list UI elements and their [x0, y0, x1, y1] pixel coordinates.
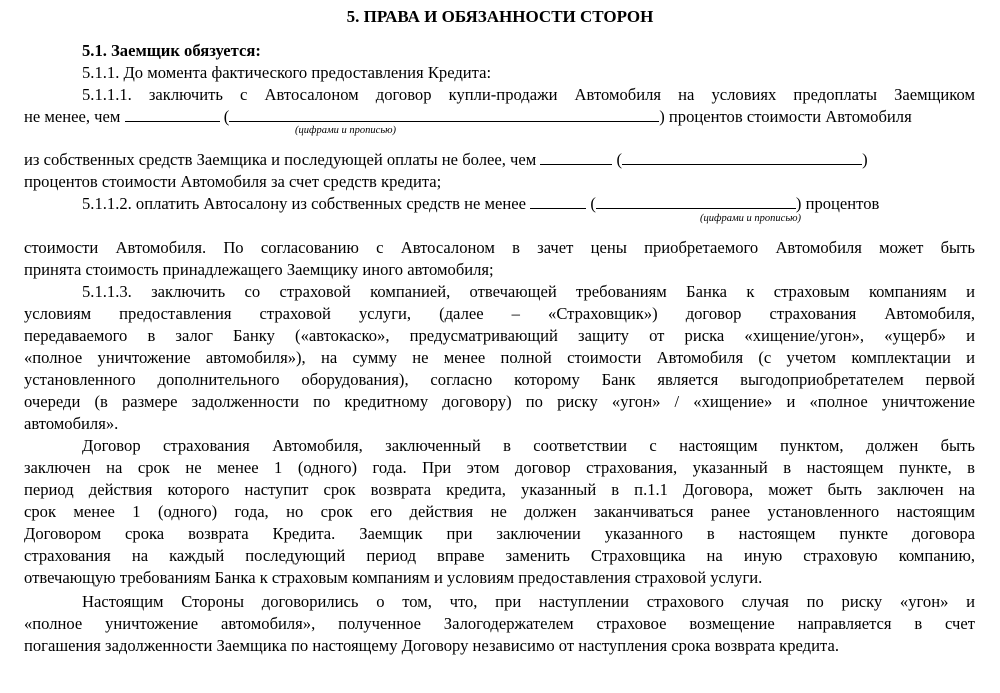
clause-5-1-1-1-line-3: из собственных средств Заемщика и последующей оплаты не более, чем ( ) [24, 150, 868, 169]
clause-5-1-1-3-line: автомобиля». [24, 414, 119, 433]
clause-5-1-1: 5.1.1. До момента фактического предоставления Кредита: [82, 63, 492, 82]
clause-5-1-1-2-line-3: принята стоимость принадлежащего Заемщику иного автомобиля; [24, 260, 494, 279]
paragraph-line: заключен на срок не менее 1 (одного) года. При этом договор страхования, указанный в настоящем пункте, в [24, 458, 975, 477]
clause-5-1-1-2-line-2: стоимости Автомобиля. По согласованию с Автосалоном в зачет цены приобретаемого Автомобиля может быть [24, 238, 975, 257]
clause-text: из собственных средств Заемщика и последующей оплаты не более, чем [24, 150, 537, 169]
blank-percent-field[interactable] [540, 150, 612, 165]
clause-text: процентов [805, 194, 880, 213]
caption-digits-words: (цифрами и прописью) [700, 213, 801, 224]
clause-text: не менее, чем [24, 107, 121, 126]
paragraph-line: Настоящим Стороны договорились о том, что, при наступлении страхового случая по риску «угон» и [82, 592, 975, 611]
paragraph-line: погашения задолженности Заемщика по настоящему Договору независимо от наступления срока возврата кредита. [24, 636, 839, 655]
clause-text: 5.1.1.2. оплатить Автосалону из собственных средств не менее [82, 194, 527, 213]
paragraph-line: Договором срока возврата Кредита. Заемщик при заключении указанного в настоящем пункте договора [24, 524, 975, 543]
paragraph-line: «полное уничтожение автомобиля», полученное Залогодержателем страховое возмещение направляется в счет [24, 614, 975, 633]
caption-digits-words: (цифрами и прописью) [295, 125, 396, 136]
clause-5-1-1-3-line: «полное уничтожение автомобиля»), на сумму не менее полной стоимости Автомобиля (с учетом комплектации и [24, 348, 975, 367]
clause-5-1-1-3-line: очереди (в размере задолженности по кредитному договору) по риску «угон» / «хищение» и «полное уничтожение [24, 392, 975, 411]
paragraph-line: отвечающую требованиям Банка к страховым компаниям и условиям предоставления страховой услуги. [24, 568, 763, 587]
clause-5-1-1-3-line: 5.1.1.3. заключить со страховой компанией, отвечающей требованиям Банка к страховым компаниям и [82, 282, 975, 301]
clause-5-1-1-1-line-2: не менее, чем ( ) процентов стоимости Автомобиля [24, 107, 912, 126]
paragraph-line: страхования на каждый последующий период вправе заменить Страховщика на иную страховую компанию, [24, 546, 975, 565]
clause-5-1-1-1-line-1: 5.1.1.1. заключить с Автосалоном договор купли-продажи Автомобиля на условиях предоплаты Заемщиком [82, 85, 975, 104]
clause-5-1-1-3-line: установленного дополнительного оборудования), согласно которому Банк является выгодоприобретателем первой [24, 370, 975, 389]
clause-5-1-1-2-line-1: 5.1.1.2. оплатить Автосалону из собственных средств не менее ( ) процентов [82, 194, 880, 213]
paragraph-line: срок менее 1 (одного) года, но срок его действия не должен заканчиваться ранее установленного настоящим [24, 502, 975, 521]
blank-words-field[interactable] [229, 107, 659, 122]
clause-5-1-1-3-line: передаваемого в залог Банку («автокаско», предусматривающий защиту от риска «хищение/угон», «ущерб» и [24, 326, 975, 345]
subsection-heading: 5.1. Заемщик обязуется: [82, 41, 261, 60]
section-title: 5. ПРАВА И ОБЯЗАННОСТИ СТОРОН [346, 7, 654, 26]
blank-percent-field[interactable] [125, 107, 220, 122]
blank-words-field[interactable] [622, 150, 862, 165]
blank-words-field[interactable] [596, 194, 796, 209]
paragraph-line: Договор страхования Автомобиля, заключенный в соответствии с настоящим пунктом, должен быть [82, 436, 975, 455]
blank-percent-field[interactable] [530, 194, 586, 209]
paragraph-line: период действия которого наступит срок возврата кредита, указанный в п.1.1 Договора, может быть заключен на [24, 480, 975, 499]
clause-text: процентов стоимости Автомобиля [668, 107, 912, 126]
clause-5-1-1-3-line: условиям предоставления страховой услуги, (далее – «Страховщик») договор страхования Автомобиля, [24, 304, 975, 323]
clause-5-1-1-1-line-4: процентов стоимости Автомобиля за счет средств кредита; [24, 172, 442, 191]
